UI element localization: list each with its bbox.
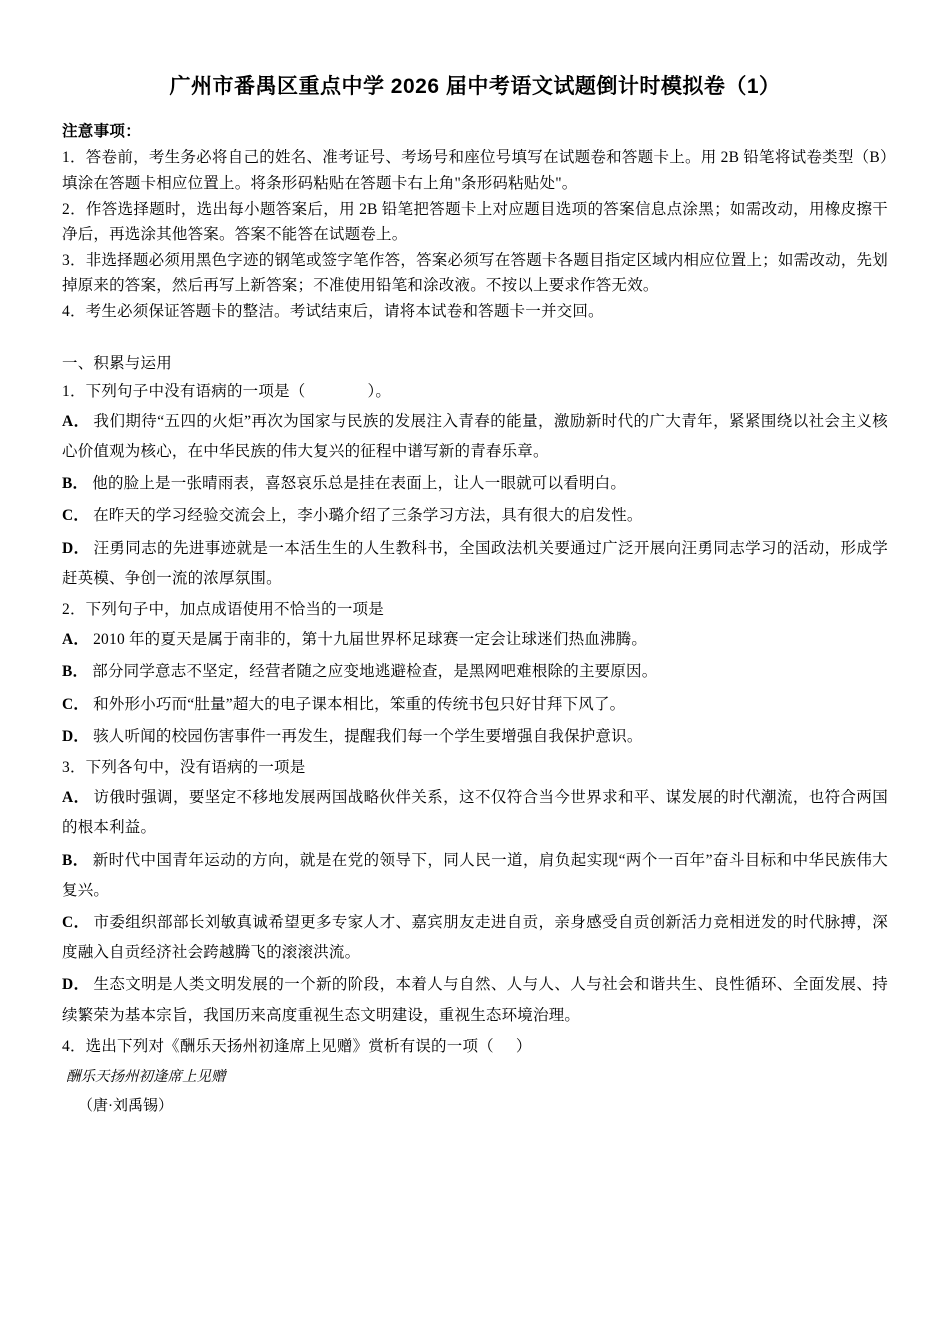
- section-title: 一、积累与运用: [62, 355, 172, 373]
- option-text: 生态文明是人类文明发展的一个新的阶段，本着人与自然、人与人、人与社会和谐共生、良性循环、全面发展、持续繁荣为基本宗旨，我国历来高度重视生态文明建设，重视生态环境治理。: [62, 976, 888, 1024]
- notice-item: 2．作答选择题时，选出每小题答案后，用 2B 铅笔把答题卡上对应题目选项的答案信息点涂黑；如需改动，用橡皮擦干净后，再选涂其他答案。答案不能答在试题卷上。: [62, 200, 888, 243]
- option-text: 市委组织部部长刘敏真诚希望更多专家人才、嘉宾朋友走进自贡，亲身感受自贡创新活力竞相迸发的时代脉搏，深度融入自贡经济社会跨越腾飞的滚滚洪流。: [62, 913, 888, 962]
- question-stem-prefix: 1．下列句子中没有语病的一项是（: [62, 382, 306, 400]
- option-text: 汪勇同志的先进事迹就是一本活生生的人生教科书，全国政法机关要通过广泛开展向汪勇同志学习的活动，形成学赶英模、争创一流的浓厚氛围。: [62, 539, 888, 587]
- question-stem: [62, 1033, 888, 1060]
- option-label: C．: [62, 695, 90, 713]
- option-text: 部分同学意志不坚定，经营者随之应变地逃避检查，是黑网吧难根除的主要原因。: [92, 663, 658, 681]
- option-label: A．: [62, 412, 90, 430]
- option-text: 和外形小巧而“肚量”超大的电子课本相比，笨重的传统书包只好甘拜下风了。: [93, 695, 626, 713]
- poem-author: （唐·刘禹锡）: [78, 1098, 173, 1115]
- option-text: 2010 年的夏天是属于南非的，第十九届世界杯足球赛一定会让球迷们热血沸腾。: [93, 631, 648, 649]
- option-c: [62, 690, 888, 720]
- option-c: [62, 908, 888, 968]
- option-label: B．: [62, 663, 89, 681]
- question-stem: 3．下列各句中，没有语病的一项是: [62, 758, 306, 776]
- page-title: 广州市番禺区重点中学 2026 届中考语文试题倒计时模拟卷（1）: [169, 75, 781, 98]
- option-text: 在昨天的学习经验交流会上，李小璐介绍了三条学习方法，具有很大的启发性。: [93, 507, 643, 525]
- question-stem-suffix: ）。: [367, 382, 392, 400]
- question-stem-prefix: 4．选出下列对《酬乐天扬州初逢席上见赠》赏析有误的一项（: [62, 1037, 494, 1055]
- notice-item: 1．答卷前，考生务必将自己的姓名、准考证号、考场号和座位号填写在试题卷和答题卡上。用 2B 铅笔将试卷类型（B）填涂在答题卡相应位置上。将条形码粘贴在答题卡右上角"条形码粘贴处"。: [62, 149, 888, 192]
- option-d: [62, 534, 888, 594]
- question-stem: [62, 378, 888, 405]
- notice-heading: 注意事项：: [62, 123, 142, 141]
- option-label: B．: [62, 851, 89, 869]
- notice-item: 4．考生必须保证答题卡的整洁。考试结束后，请将本试卷和答题卡一并交回。: [62, 303, 604, 321]
- option-a: [62, 783, 888, 843]
- option-text: 骇人听闻的校园伤害事件一再发生，提醒我们每一个学生要增强自我保护意识。: [93, 727, 643, 745]
- option-label: A．: [62, 789, 90, 807]
- option-label: D．: [62, 727, 90, 745]
- option-label: D．: [62, 976, 90, 994]
- spacer: [62, 325, 888, 351]
- option-d: [62, 722, 888, 752]
- option-text: 访俄时强调，要坚定不移地发展两国战略伙伴关系，这不仅符合当今世界求和平、谋发展的时代潮流，也符合两国的根本利益。: [62, 789, 888, 837]
- option-text: 新时代中国青年运动的方向，就是在党的领导下，同人民一道，肩负起实现“两个一百年”奋斗目标和中华民族伟大复兴。: [62, 851, 888, 899]
- question-stem-suffix: ）: [515, 1037, 532, 1055]
- option-c: [62, 501, 888, 531]
- poem-title: 酬乐天扬州初逢席上见赠: [66, 1068, 226, 1085]
- option-text: 我们期待“五四的火炬”再次为国家与民族的发展注入青春的能量，激励新时代的广大青年，紧紧围绕以社会主义核心价值观为核心，在中华民族的伟大复兴的征程中谱写新的青春乐章。: [62, 412, 889, 460]
- option-b: [62, 846, 888, 906]
- option-b: [62, 657, 888, 687]
- option-b: [62, 469, 888, 499]
- option-label: D．: [62, 539, 90, 557]
- option-a: [62, 625, 888, 655]
- option-a: [62, 407, 888, 467]
- option-text: 他的脸上是一张晴雨表，喜怒哀乐总是挂在表面上，让人一眼就可以看明白。: [92, 475, 627, 493]
- option-label: B．: [62, 475, 89, 493]
- option-label: C．: [62, 913, 90, 931]
- question-stem: 2．下列句子中，加点成语使用不恰当的一项是: [62, 600, 384, 618]
- option-label: C．: [62, 507, 90, 525]
- option-label: A．: [62, 631, 90, 649]
- notice-item: 3．非选择题必须用黑色字迹的钢笔或签字笔作答，答案必须写在答题卡各题目指定区域内相应位置上；如需改动，先划掉原来的答案，然后再写上新答案；不准使用铅笔和涂改液。不按以上要求作答无效。: [62, 251, 888, 294]
- option-d: [62, 970, 888, 1030]
